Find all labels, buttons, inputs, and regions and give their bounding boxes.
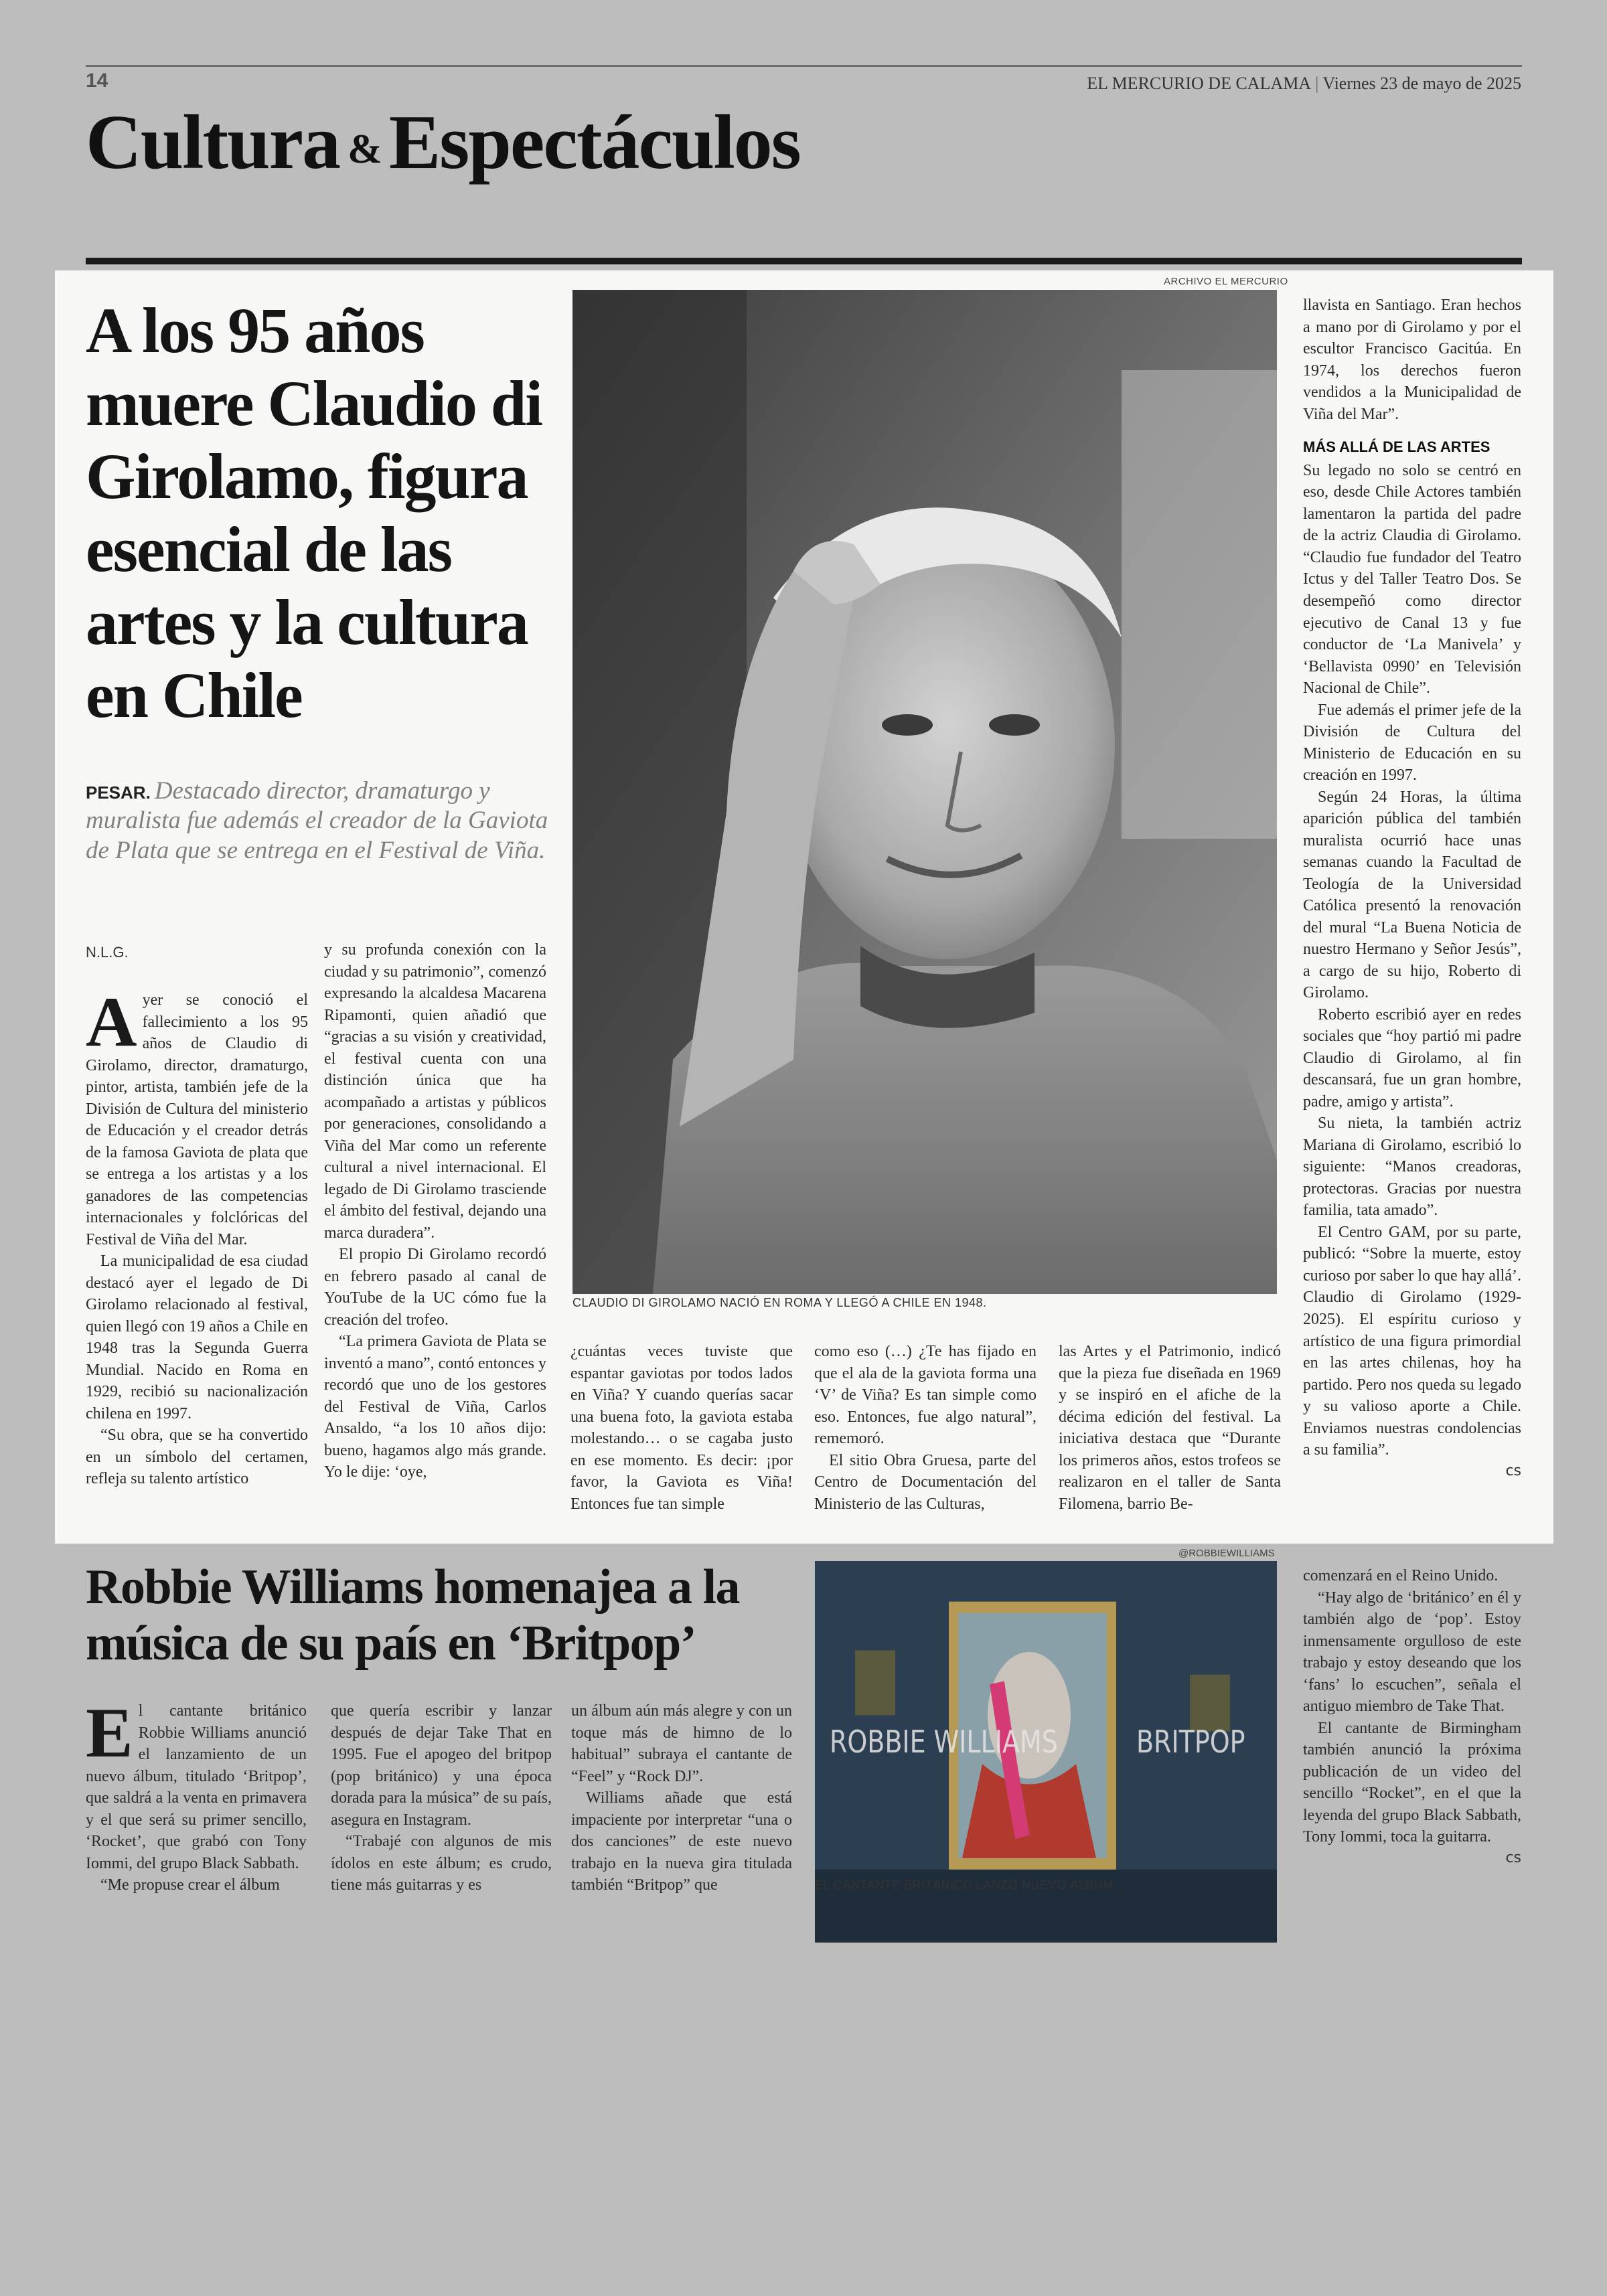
drop-cap: E (86, 1694, 133, 1772)
article-column-1: A yer se conoció el fallecimiento a los 95 años de Claudio di Girolamo, director, dramaturgo, pintor, artista, también jefe de la División de Cultura del ministerio de Educación y el creador detrás de la famosa Gaviota de plata que se entrega a los artistas y a los ganadores de las competencias internacionales y folclóricas del Festival de Viña del Mar. La municipalidad de esa ciudad destacó ayer el legado de Di Girolamo relacionado al festival, quien llegó con 19 años a Chile en 1948 tras la Segunda Guerra Mundial. Nacido en Roma en 1929, recibió su nacionalización chilena en 1997. “Su obra, que se ha convertido en un símbolo del certamen, refleja su talento artístico (86, 983, 308, 1488)
photo-caption: CLAUDIO DI GIROLAMO NACIÓ EN ROMA Y LLEGÓ A CHILE EN 1948. (572, 1296, 987, 1309)
publication-name: EL MERCURIO DE CALAMA (1087, 74, 1312, 93)
page-number: 14 (86, 70, 108, 92)
section-title: Cultura & Espectáculos (86, 100, 800, 185)
article-column-4: como eso (…) ¿Te has fijado en que el ala de la gaviota forma una ‘V’ de Viña? Es tan simple como eso. Entonces, fue algo natural”, rememoró. El sitio Obra Gruesa, parte del Centro de Documentación del Ministerio de las Culturas, (814, 1343, 1037, 1513)
photo-caption: EL CANTANTE BRITÁNICO LANZÓ NUEVO ÁLBUM. (815, 1878, 1118, 1892)
svg-text:ROBBIE WILLIAMS: ROBBIE WILLIAMS (830, 1724, 1058, 1760)
header-rule (86, 65, 1522, 67)
article-column-2: y su profunda conexión con la ciudad y su patrimonio”, comenzó expresando la alcaldesa Macarena Ripamonti, quien añadió que “gracias a su visión y creatividad, el festival cuenta con una distinción única que ha acompañado a artistas y públicos por generaciones, consolidando a Viña del Mar como un referente cultural a nivel internacional. El legado de Di Girolamo trasciende el ámbito del festival, dejando una marca duradera”. El propio Di Girolamo recordó en febrero pasado al canal de YouTube de la UC cómo fue la creación del trofeo. “La primera Gaviota de Plata se inventó a mano”, contó entonces y recordó que uno de los gestores del Festival de Viña, Carlos Ansaldo, “a los 10 años dijo: bueno, hagamos algo más grande. Yo le dije: ‘oye, (324, 941, 546, 1481)
second-article-column-2: que quería escribir y lanzar después de dejar Take That en 1995. Fue el apogeo del britpop (pop británico) y una época dorada para la música” de su país, asegura en Instagram. “Trabajé con algunos de mis ídolos en este álbum; es crudo, tiene más guitarras y es (331, 1702, 552, 1894)
article-deck: PESAR. Destacado director, dramaturgo y muralista fue además el creador de la Gaviota de Plata que se entrega en el Festival de Viña. (86, 777, 548, 864)
section-rule (86, 258, 1522, 264)
byline: N.L.G. (86, 944, 129, 961)
article-column-3: ¿cuántas veces tuviste que espantar gaviotas por todos lados en Viña? Y cuando querías sacar una buena foto, la gaviota estaba molestando… o se cagaba justo en ese momento. Es decir: ¡por favor, la Gaviota es Viña! Entonces fue tan simple (570, 1343, 793, 1513)
subheading: MÁS ALLÁ DE LAS ARTES (1303, 438, 1490, 456)
publication-date: Viernes 23 de mayo de 2025 (1322, 74, 1521, 93)
second-article-column-1: E l cantante británico Robbie Williams anunció el lanzamiento de un nuevo álbum, titulado ‘Britpop’, que saldrá a la venta en primavera y el que será su primer sencillo, ‘Rocket’, que grabó con Tony Iommi, del grupo Black Sabbath. “Me propuse crear el álbum (86, 1694, 307, 1894)
dateline: EL MERCURIO DE CALAMA | Viernes 23 de mayo de 2025 (1087, 74, 1521, 93)
drop-cap: A (86, 983, 137, 1061)
deck-kicker: PESAR. (86, 783, 151, 803)
svg-text:BRITPOP: BRITPOP (1136, 1724, 1245, 1760)
end-mark-icon: cs (1505, 1849, 1521, 1866)
article-column-6: llavista en Santiago. Eran hechos a mano por di Girolamo y por el escultor Francisco Gacitúa. En 1974, los derechos fueron vendidos a la Municipalidad de Viña del Mar”. MÁS ALLÁ DE LAS ARTES Su legado no solo se centró en eso, desde Chile Actores también lamentaron la partida del padre de la actriz Claudia di Girolamo. “Claudio fue fundador del Teatro Ictus y del Taller Teatro Dos. Se desempeñó como director ejecutivo de Canal 13 y fue conductor de ‘La Manivela’ y ‘Bellavista 0990’ en Televisión Nacional de Chile”. Fue además el primer jefe de la División de Cultura del Ministerio de Educación en su creación en 1997. Según 24 Horas, la última aparición pública del también muralista ocurrió hace unas semanas cuando la Facultad de Teología de la Universidad Católica presentó la renovación del mural “La Buena Noticia de nuestro Hermano y Señor Jesús”, a cargo de su hijo, Roberto di Girolamo. Roberto escribió ayer en redes sociales que “hoy partió mi padre Claudio di Girolamo, al fin descansará, fue un gran hombre, padre, amigo y artista”. Su nieta, la también actriz Mariana di Girolamo, escribió lo siguiente: “Manos creadoras, protectoras. Gracias por nuestra familia, tata amado”. El Centro GAM, por su parte, publicó: “Sobre la muerte, estoy curioso por saber lo que hay allá’. Claudio di Girolamo (1929-2025). El espíritu curioso y artístico de una figura primordial en las artes chilenas, hoy ha partido. Pero nos queda su legado y su valioso aporte a Chile. Enviamos nuestras condolencias a su familia”. cs (1303, 295, 1521, 1481)
photo-credit: @ROBBIEWILLIAMS (1178, 1548, 1275, 1559)
second-article-headline: Robbie Williams homenajea a la música de su país en ‘Britpop’ (86, 1560, 740, 1671)
portrait-photo (572, 290, 1277, 1294)
article-headline: A los 95 años muere Claudio di Girolamo, figura esencial de las artes y la cultura en Chile (86, 295, 542, 731)
article-column-5: las Artes y el Patrimonio, indicó que la pieza fue diseñada en 1969 y se inspiró en el afiche de la décima edición del festival. La iniciativa destaca que “Durante los primeros años, estos trofeos se realizaron en el taller de Santa Filomena, barrio Be- (1059, 1343, 1281, 1513)
second-article-column-3: un álbum aún más alegre y con un toque más de himno de lo habitual” subraya el cantante de “Feel” y “Rock DJ”. Williams añade que está impaciente por interpretar “una o dos canciones” de este nuevo trabajo en la nueva gira titulada también “Britpop” que (571, 1702, 792, 1894)
second-article-column-4: comenzará en el Reino Unido. “Hay algo de ‘británico’ en él y también algo de ‘pop’. Estoy inmensamente orgulloso de este trabajo y estoy deseando que los ‘fans’ lo escuchen”, señala el antiguo miembro de Take That. El cantante de Birmingham también anunció la próxima publicación de un video del sencillo “Rocket”, en el que la leyenda del grupo Black Sabbath, Tony Iommi, toca la guitarra. cs (1303, 1565, 1521, 1868)
end-mark-icon: cs (1505, 1462, 1521, 1479)
photo-credit: ARCHIVO EL MERCURIO (1164, 276, 1288, 287)
